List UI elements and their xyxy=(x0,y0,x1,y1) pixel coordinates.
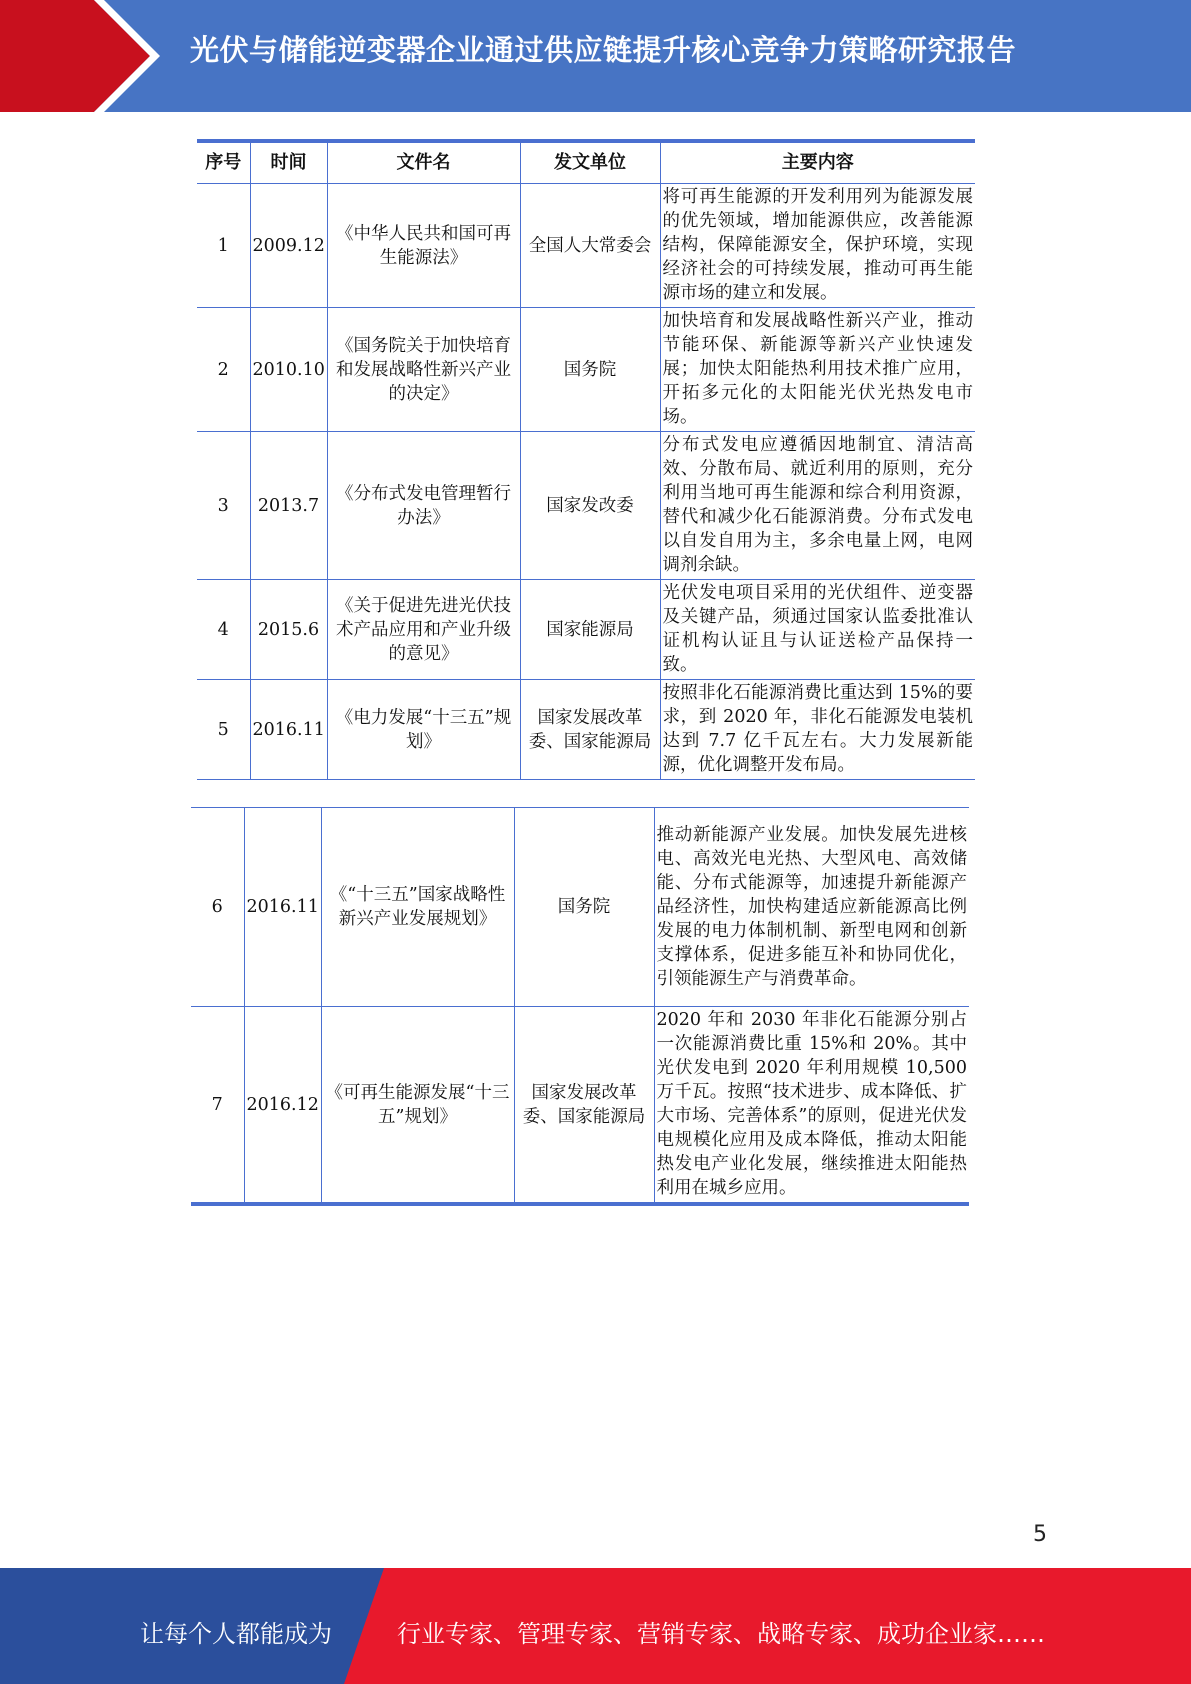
footer-slogan-right: 行业专家、管理专家、营销专家、战略专家、成功企业家…… xyxy=(397,1620,1045,1648)
footer-slogan-left: 让每个人都能成为 xyxy=(140,1620,332,1648)
row-date: 2016.12 xyxy=(244,1007,321,1205)
row-issuer: 国家能源局 xyxy=(520,580,660,680)
table-row xyxy=(197,680,975,780)
row-date: 2016.11 xyxy=(250,680,327,780)
row-date: 2009.12 xyxy=(250,184,327,308)
table-row xyxy=(197,184,975,308)
row-no: 1 xyxy=(197,184,250,308)
row-date: 2013.7 xyxy=(250,432,327,580)
row-content: 分布式发电应遵循因地制宜、清洁高效、分散布局、就近利用的原则，充分利用当地可再生能源和综合利用资源，替代和减少化石能源消费。分布式发电以自发自用为主，多余电量上网，电网调剂余缺。 xyxy=(660,432,975,580)
row-no: 2 xyxy=(197,308,250,432)
table-header-row xyxy=(197,141,975,184)
row-document: 《分布式发电管理暂行办法》 xyxy=(327,432,520,580)
row-document: 《“十三五”国家战略性新兴产业发展规划》 xyxy=(321,808,514,1007)
row-document: 《国务院关于加快培育和发展战略性新兴产业的决定》 xyxy=(327,308,520,432)
row-date: 2010.10 xyxy=(250,308,327,432)
column-header-document: 文件名 xyxy=(327,141,520,184)
row-no: 3 xyxy=(197,432,250,580)
table-row xyxy=(197,432,975,580)
row-content: 推动新能源产业发展。加快发展先进核电、高效光电光热、大型风电、高效储能、分布式能源等，加速提升新能源产品经济性，加快构建适应新能源高比例发展的电力体制机制、新型电网和创新支撑体系，促进多能互补和协同优化，引领能源生产与消费革命。 xyxy=(654,808,969,1007)
table-row xyxy=(191,1007,969,1205)
report-title: 光伏与储能逆变器企业通过供应链提升核心竞争力策略研究报告 xyxy=(190,33,1017,67)
row-issuer: 国务院 xyxy=(514,808,654,1007)
row-no: 6 xyxy=(191,808,244,1007)
row-no: 4 xyxy=(197,580,250,680)
row-content: 2020 年和 2030 年非化石能源分别占一次能源消费比重 15%和 20%。其中光伏发电到 2020 年利用规模 10,500 万千瓦。按照“技术进步、成本降低、扩大市场、完善体系”的原则，促进光伏发电规模化应用及成本降低，推动太阳能热发电产业化发展，继续推进太阳能热利用在城乡应用。 xyxy=(654,1007,969,1205)
column-header-content: 主要内容 xyxy=(660,141,975,184)
row-content: 加快培育和发展战略性新兴产业，推动节能环保、新能源等新兴产业快速发展；加快太阳能热利用技术推广应用，开拓多元化的太阳能光伏光热发电市场。 xyxy=(660,308,975,432)
table-row xyxy=(197,580,975,680)
row-content: 按照非化石能源消费比重达到 15%的要求，到 2020 年，非化石能源发电装机达到 7.7 亿千瓦左右。大力发展新能源，优化调整开发布局。 xyxy=(660,680,975,780)
row-issuer: 全国人大常委会 xyxy=(520,184,660,308)
row-document: 《可再生能源发展“十三五”规划》 xyxy=(321,1007,514,1205)
row-content: 光伏发电项目采用的光伏组件、逆变器及关键产品，须通过国家认监委批准认证机构认证且与认证送检产品保持一致。 xyxy=(660,580,975,680)
page-number: 5 xyxy=(1033,1522,1047,1547)
row-document: 《关于促进先进光伏技术产品应用和产业升级的意见》 xyxy=(327,580,520,680)
row-issuer: 国家发改委 xyxy=(520,432,660,580)
policy-table-continued xyxy=(191,807,969,1206)
row-no: 5 xyxy=(197,680,250,780)
policy-table xyxy=(197,139,975,780)
row-content: 将可再生能源的开发利用列为能源发展的优先领域，增加能源供应，改善能源结构，保障能源安全，保护环境，实现经济社会的可持续发展，推动可再生能源市场的建立和发展。 xyxy=(660,184,975,308)
table-row xyxy=(191,808,969,1007)
row-issuer: 国家发展改革委、国家能源局 xyxy=(520,680,660,780)
column-header-date: 时间 xyxy=(250,141,327,184)
column-header-issuer: 发文单位 xyxy=(520,141,660,184)
row-date: 2016.11 xyxy=(244,808,321,1007)
column-header-no: 序号 xyxy=(197,141,250,184)
row-issuer: 国务院 xyxy=(520,308,660,432)
row-document: 《中华人民共和国可再生能源法》 xyxy=(327,184,520,308)
row-issuer: 国家发展改革委、国家能源局 xyxy=(514,1007,654,1205)
row-no: 7 xyxy=(191,1007,244,1205)
row-document: 《电力发展“十三五”规划》 xyxy=(327,680,520,780)
row-date: 2015.6 xyxy=(250,580,327,680)
table-row xyxy=(197,308,975,432)
report-header xyxy=(0,0,1191,112)
